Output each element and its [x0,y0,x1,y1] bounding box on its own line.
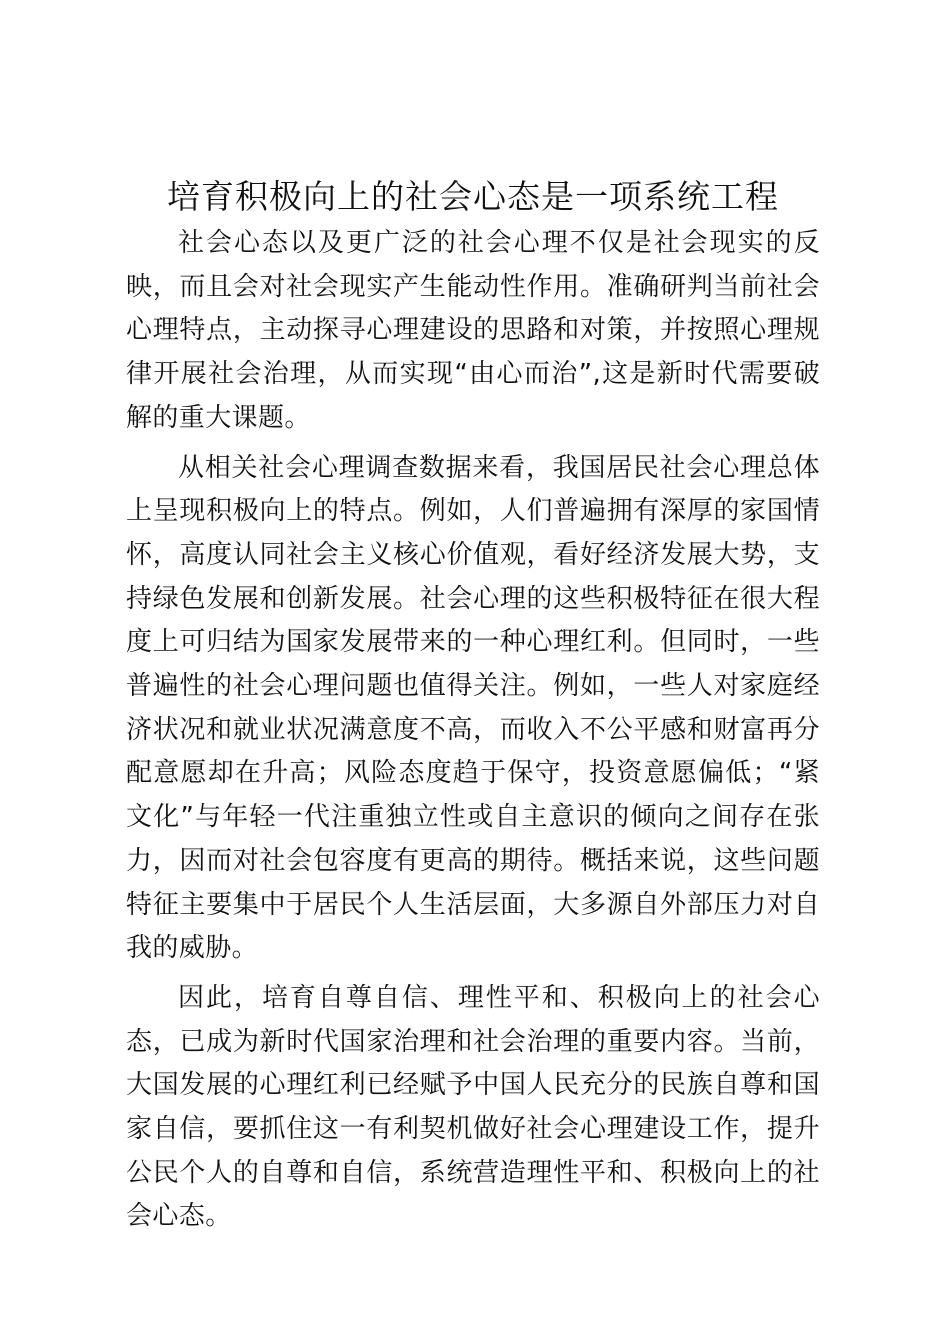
paragraph-3: 因此，培育自尊自信、理性平和、积极向上的社会心态，已成为新时代国家治理和社会治理的重要内容。当前，大国发展的心理红利已经赋予中国人民充分的民族自尊和国家自信，要抓住这一有利契机做好社会心理建设工作，提升公民个人的自尊和自信，系统营造理性平和、积极向上的社会心态。 [126,982,820,1232]
document-page [126,172,820,1239]
paragraph-1: 社会心态以及更广泛的社会心理不仅是社会现实的反映，而且会对社会现实产生能动性作用。准确研判当前社会心理特点，主动探寻心理建设的思路和对策，并按照心理规律开展社会治理，从而实现“由心而治”,这是新时代需要破解的重大课题。 [126,228,820,433]
paragraph-2: 从相关社会心理调查数据来看，我国居民社会心理总体上呈现积极向上的特点。例如，人们普遍拥有深厚的家国情怀，高度认同社会主义核心价值观，看好经济发展大势，支持绿色发展和创新发展。社会心理的这些积极特征在很大程度上可归结为国家发展带来的一种心理红利。但同时，一些普遍性的社会心理问题也值得关注。例如，一些人对家庭经济状况和就业状况满意度不高，而收入不公平感和财富再分配意愿却在升高；风险态度趋于保守，投资意愿偏低；“紧文化”与年轻一代注重独立性或自主意识的倾向之间存在张力，因而对社会包容度有更高的期待。概括来说，这些问题特征主要集中于居民个人生活层面，大多源自外部压力对自我的威胁。 [126,452,820,964]
document-title: 培育积极向上的社会心态是一项系统工程 [167,177,779,216]
